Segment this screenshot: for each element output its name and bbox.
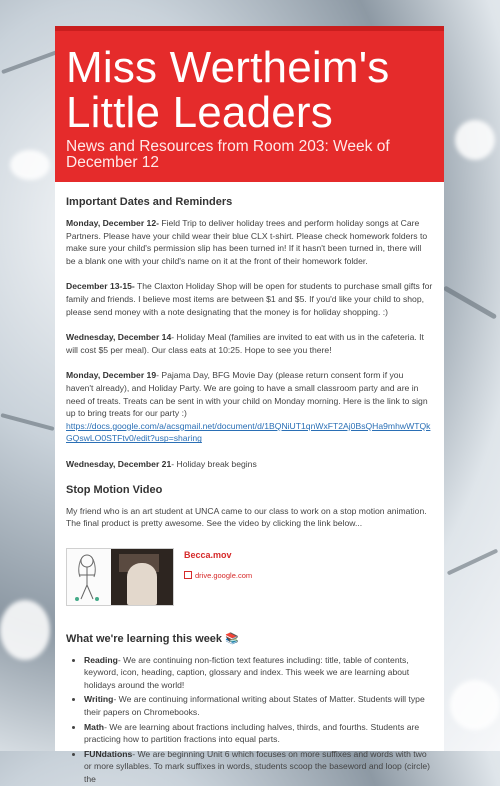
- reminder-item: Wednesday, December 21- Holiday break begins: [66, 458, 257, 469]
- reminder-item: Monday, December 12- Field Trip to deliver holiday trees and perform holiday songs at Care Partners. Please have your child wear their blue CLX t-shirt. Please check homework folders to make sure your child's permission slip has been turned in! If it hasn't been turned in, there will be a blank one with your child's name on it at the front of their homework folder.: [66, 218, 428, 266]
- video-attachment[interactable]: [66, 548, 433, 606]
- person-figure: [127, 563, 157, 605]
- drawing-thumbnail: [67, 549, 111, 605]
- video-source[interactable]: drive.google.com: [184, 571, 252, 580]
- video-thumbnail[interactable]: [66, 548, 174, 606]
- video-title-link[interactable]: Becca.mov: [184, 549, 232, 560]
- page-title: Miss Wertheim's Little Leaders: [66, 43, 390, 137]
- newsletter-content: [55, 182, 444, 786]
- list-item: • Reading- We are continuing non-fiction text features including: title, table of contents, keyword, icon, heading, caption, glossary and index. This week we are learning about holidays around the world!: [84, 654, 433, 692]
- page-subtitle: News and Resources from Room 203: Week of December 12: [66, 138, 390, 171]
- list-item: • Writing- We are continuing informational writing about States of Matter. Students will type their papers on Chromebooks.: [84, 693, 433, 718]
- section-heading-important-dates: Important Dates and Reminders: [66, 196, 233, 208]
- section-heading-learning: What we're learning this week 📚: [66, 632, 239, 645]
- video-info: [184, 548, 252, 580]
- reminder-item: Monday, December 19- Pajama Day, BFG Movie Day (please return consent form if you haven't already), and Holiday Party. We are going to have a small classroom party and are in need of treats. Treats can be sent in with your child on Monday morning. Here is the link to sign up to bring treats for our party :) https://docs.google.com/a/acsgmail.net/document/d/1BQNiUT1qnWxFT2Aj0BsQHa9mhwWTQkGQswLO0STFtv0/edit?usp=sharing: [66, 370, 431, 444]
- list-item: • Math- We are learning about fractions including halves, thirds, and fourths. Students are practicing how to partition fractions into equal parts.: [84, 721, 433, 746]
- reminder-item: December 13-15- The Claxton Holiday Shop will be open for students to purchase small gifts for family and friends. I believe most items are between $1 and $5. If you'd like your child to shop, please send money with a note designating that the money is for holiday shopping. :): [66, 281, 433, 317]
- treat-signup-link[interactable]: https://docs.google.com/a/acsgmail.net/document/d/1BQNiUT1qnWxFT2Aj0BsQHa9mhwWTQkGQswLO0STFtv0/edit?usp=sharing: [66, 420, 431, 444]
- learning-list: [66, 654, 433, 786]
- newsletter-card: [55, 26, 444, 785]
- external-link-icon: [184, 571, 192, 579]
- section-heading-stop-motion: Stop Motion Video: [66, 483, 163, 496]
- list-item: • FUNdations- We are beginning Unit 6 which focuses on more suffixes and words with two or more syllables. To mark suffixes in words, students scoop the baseword and loop (circle) the: [84, 748, 433, 786]
- stop-motion-text: My friend who is an art student at UNCA came to our class to work on a stop motion animation. The final product is pretty awesome. See the video by clicking the link below...: [66, 505, 427, 529]
- newsletter-header: [55, 26, 444, 182]
- reminder-item: Wednesday, December 14- Holiday Meal (families are invited to eat with us in the cafeteria. It will cost $5 per meal). Our class eats at 10:25. Hope to see you there!: [66, 332, 424, 355]
